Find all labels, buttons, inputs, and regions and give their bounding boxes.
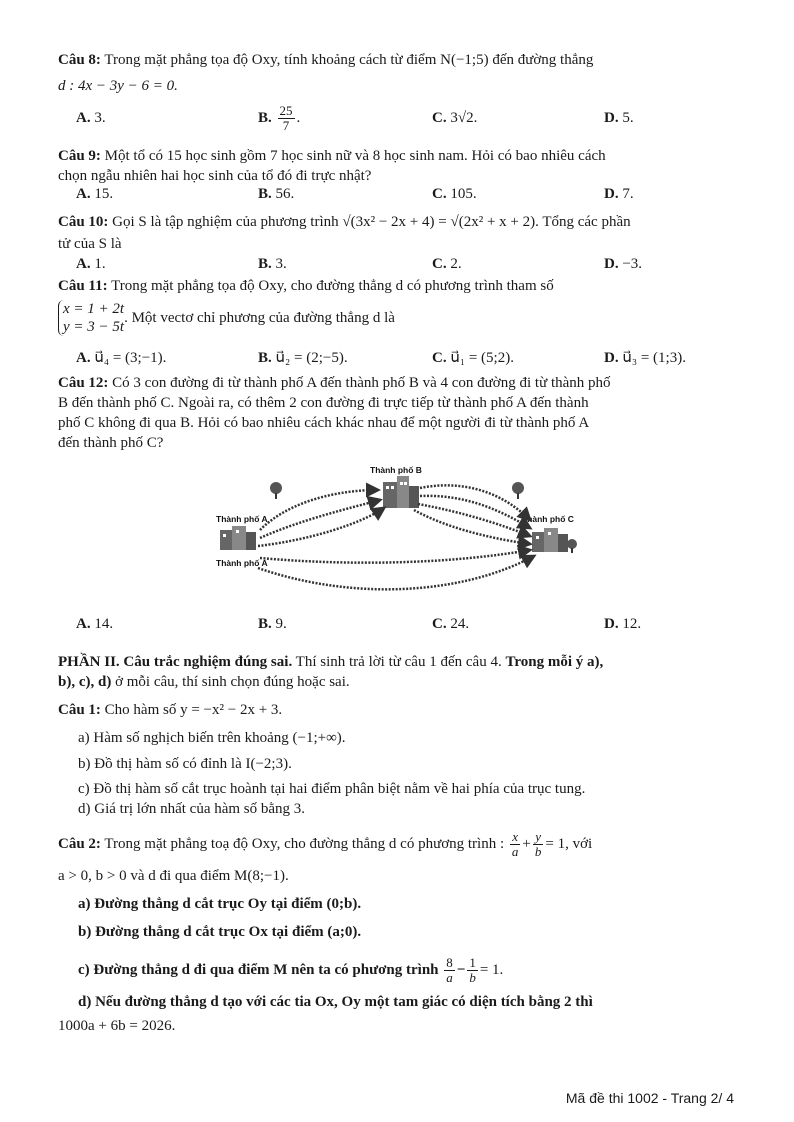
q11-opt-a-label: A. bbox=[76, 350, 91, 366]
q8-opt-b-label: B. bbox=[258, 109, 272, 126]
q8-opt-c: 3√2. bbox=[450, 110, 478, 126]
q10-opt-c-label: C. bbox=[432, 256, 447, 272]
q10-line1 bbox=[58, 212, 734, 232]
p2q2-d1: d) Nếu đường thẳng d tạo với các tia Ox, Oy một tam giác có diện tích bằng 2 thì bbox=[78, 994, 593, 1010]
q11-opt-b: u⃗₂ = (2;−5). bbox=[275, 350, 348, 366]
q9-opt-d: 7. bbox=[622, 186, 634, 202]
p2q2-frac2-den: b bbox=[534, 844, 542, 859]
q9-opt-b: 56. bbox=[275, 186, 295, 202]
q12-text1: Có 3 con đường đi từ thành phố A đến thành phố B và 4 con đường đi từ thành phố bbox=[112, 375, 611, 391]
part2-line2 bbox=[58, 672, 734, 692]
q12-text4: đến thành phố C? bbox=[58, 435, 164, 451]
p2q2-number: Câu 2: bbox=[58, 835, 101, 852]
q12-opt-d-label: D. bbox=[604, 616, 619, 632]
q8-options: A. 3. B. $\frac{25}{7}$ . C. 3√2. D. 5. bbox=[76, 103, 634, 133]
q12-opt-c-label: C. bbox=[432, 616, 447, 632]
part2-bold3: b), c), d) bbox=[58, 674, 112, 690]
q12-opt-a-label: A. bbox=[76, 616, 91, 632]
q11-number: Câu 11: bbox=[58, 278, 108, 294]
q11-opt-c-label: C. bbox=[432, 350, 447, 366]
q10-opt-a-label: A. bbox=[76, 256, 91, 272]
q12-opt-b-label: B. bbox=[258, 616, 272, 632]
p2q2-c-text: c) Đường thẳng d đi qua điểm M nên ta có phương trình bbox=[78, 961, 439, 978]
p2q1-b: b) Đồ thị hàm số có đỉnh là I(−2;3). bbox=[78, 756, 292, 772]
part2-text1: Thí sinh trả lời từ câu 1 đến câu 4. bbox=[292, 654, 506, 670]
part2-heading bbox=[58, 652, 734, 672]
q11-line2 bbox=[58, 300, 734, 336]
q12-number: Câu 12: bbox=[58, 375, 109, 391]
road-b-c-4 bbox=[414, 510, 530, 544]
q9-opt-a: 15. bbox=[94, 186, 114, 202]
q11-sys2: y = 3 − 5t bbox=[63, 319, 125, 335]
part2-title: PHẦN II. Câu trắc nghiệm đúng sai. bbox=[58, 654, 293, 670]
q12-opt-c: 24. bbox=[450, 616, 470, 632]
q8-opt-d-label: D. bbox=[604, 110, 619, 126]
p2q2-frac1-den: a bbox=[511, 844, 519, 859]
road-b-c-3 bbox=[418, 504, 530, 536]
p2q2-b: b) Đường thẳng d cắt trục Ox tại điểm (a;0). bbox=[78, 924, 362, 940]
p2q2-a: a) Đường thẳng d cắt trục Oy tại điểm (0;b). bbox=[78, 896, 362, 912]
city-a-label-bottom: Thành phố A bbox=[216, 558, 268, 568]
q9-options bbox=[76, 186, 716, 208]
q9-text2: chọn ngẫu nhiên hai học sinh của tổ đó đi trực nhật? bbox=[58, 168, 372, 184]
q10-opt-b-label: B. bbox=[258, 256, 272, 272]
tree-icon bbox=[270, 482, 282, 499]
q10-options bbox=[76, 256, 716, 278]
city-c-label: Thành phố C bbox=[522, 514, 574, 524]
p2q2-c-tail: = 1. bbox=[479, 961, 504, 978]
q9-opt-c-label: C. bbox=[432, 186, 447, 202]
p2q2-d2: 1000a + 6b = 2026. bbox=[58, 1018, 176, 1034]
road-a-c-1 bbox=[260, 550, 530, 563]
city-c-building-icon bbox=[532, 528, 568, 552]
tree-icon bbox=[567, 539, 577, 553]
city-a-building-icon bbox=[220, 526, 256, 550]
p2q1-text: Cho hàm số y = −x² − 2x + 3. bbox=[104, 702, 283, 718]
q12-opt-d: 12. bbox=[622, 616, 642, 632]
road-b-c-2 bbox=[420, 496, 530, 528]
q10-opt-d-label: D. bbox=[604, 256, 619, 272]
city-b-building-icon bbox=[383, 476, 419, 508]
q9-opt-b-label: B. bbox=[258, 186, 272, 202]
p2q2-line1: Câu 2: Trong mặt phẳng toạ độ Oxy, cho đường thẳng d có phương trình : $\frac{x}{a}$ + $\frac{y}{b}$ = 1, với bbox=[58, 829, 593, 859]
q10-opt-b: 3. bbox=[275, 256, 287, 272]
q11-opt-c: u⃗₁ = (5;2). bbox=[450, 350, 514, 366]
q8-opt-a: 3. bbox=[94, 110, 106, 126]
q11-options bbox=[76, 348, 716, 370]
tree-icon bbox=[512, 482, 524, 499]
p2q1-c: c) Đồ thị hàm số cắt trục hoành tại hai điểm phân biệt nằm về hai phía của trục tung. bbox=[78, 781, 586, 797]
q11-sys1: x = 1 + 2t bbox=[63, 301, 125, 317]
p2q2-c-frac1-den: a bbox=[446, 970, 453, 985]
road-a-b-1 bbox=[260, 490, 378, 530]
p2q2-c-frac1-num: 8 bbox=[446, 955, 453, 970]
p2q2-c-frac2-den: b bbox=[469, 970, 476, 985]
part2-text3: ở mỗi câu, thí sinh chọn đúng hoặc sai. bbox=[111, 674, 350, 690]
q12-line1 bbox=[58, 373, 734, 393]
p2q2-c-line: c) Đường thẳng d đi qua điểm M nên ta có phương trình $\frac{8}{a}$ − $\frac{1}{b}$ = 1. bbox=[78, 955, 504, 985]
q12-text2: B đến thành phố C. Ngoài ra, có thêm 2 con đường đi trực tiếp từ thành phố A đến thành bbox=[58, 395, 589, 411]
q8-text2: d : 4x − 3y − 6 = 0. bbox=[58, 78, 178, 94]
q11-opt-b-label: B. bbox=[258, 350, 272, 366]
p2q2-c-frac1 bbox=[444, 956, 455, 985]
q9-opt-c: 105. bbox=[450, 186, 477, 202]
q12-opt-b: 9. bbox=[275, 616, 287, 632]
page-footer: Mã đề thi 1002 - Trang 2/ 4 bbox=[565, 1090, 734, 1106]
q11-text2: . Một vectơ chỉ phương của đường thẳng d là bbox=[124, 310, 395, 326]
q12-text3: phố C không đi qua B. Hỏi có bao nhiêu cách khác nhau để một người đi từ thành phố A bbox=[58, 415, 590, 431]
q8-text1: Trong mặt phẳng tọa độ Oxy, tính khoảng cách từ điểm N(−1;5) đến đường thẳng bbox=[104, 52, 594, 68]
q10-text2: tử của S là bbox=[58, 236, 122, 252]
p2q2-frac2 bbox=[533, 830, 544, 859]
p2q1-a: a) Hàm số nghịch biến trên khoảng (−1;+∞). bbox=[78, 730, 346, 746]
city-b-label: Thành phố B bbox=[370, 465, 422, 475]
p2q1-line bbox=[58, 700, 734, 720]
p2q2-frac1 bbox=[510, 830, 521, 859]
q8-number: Câu 8: bbox=[58, 52, 101, 68]
q12-opt-a: 14. bbox=[94, 616, 114, 632]
p2q2-c-frac2 bbox=[467, 956, 478, 985]
q9-line1 bbox=[58, 146, 734, 166]
q11-line1 bbox=[58, 276, 734, 296]
q9-opt-d-label: D. bbox=[604, 186, 619, 202]
q9-text1: Một tổ có 15 học sinh gồm 7 học sinh nữ và 8 học sinh nam. Hỏi có bao nhiêu cách bbox=[104, 148, 606, 164]
city-routes-figure bbox=[200, 460, 600, 610]
p2q2-frac1-num: x bbox=[510, 830, 521, 845]
q10-opt-d: −3. bbox=[622, 256, 643, 272]
q8-opt-b-den: 7 bbox=[282, 118, 290, 133]
q10-number: Câu 10: bbox=[58, 214, 109, 230]
q8-line1 bbox=[58, 50, 734, 70]
q8-opt-d: 5. bbox=[622, 110, 634, 126]
q10-opt-a: 1. bbox=[94, 256, 106, 272]
q8-opt-a-label: A. bbox=[76, 110, 91, 126]
q8-opt-b-fraction bbox=[278, 104, 295, 133]
q8-opt-c-label: C. bbox=[432, 110, 447, 126]
q11-text1: Trong mặt phẳng tọa độ Oxy, cho đường thẳng d có phương trình tham số bbox=[111, 278, 554, 294]
q10-text1: Gọi S là tập nghiệm của phương trình √(3x² − 2x + 4) = √(2x² + x + 2). Tổng các phần bbox=[112, 214, 631, 230]
p2q1-d: d) Giá trị lớn nhất của hàm số bằng 3. bbox=[78, 801, 306, 817]
city-a-label-top: Thành phố A bbox=[216, 514, 268, 524]
q11-opt-d-label: D. bbox=[604, 350, 619, 366]
q11-param-system bbox=[58, 300, 124, 336]
road-a-b-3 bbox=[258, 508, 384, 546]
p2q2-text1: Trong mặt phẳng toạ độ Oxy, cho đường thẳng d có phương trình : bbox=[104, 835, 505, 852]
p2q2-frac2-num: y bbox=[533, 830, 544, 845]
p2q1-number: Câu 1: bbox=[58, 702, 101, 718]
q10-opt-c: 2. bbox=[450, 256, 462, 272]
p2q2-c-frac2-num: 1 bbox=[469, 955, 476, 970]
road-a-b-2 bbox=[260, 500, 380, 538]
p2q2-eq-tail: = 1, với bbox=[545, 835, 593, 852]
q9-number: Câu 9: bbox=[58, 148, 101, 164]
p2q2-text2: a > 0, b > 0 và d đi qua điểm M(8;−1). bbox=[58, 868, 289, 884]
q12-options bbox=[76, 616, 716, 638]
part2-bold2: Trong mỗi ý a), bbox=[505, 654, 604, 670]
q11-opt-d: u⃗₃ = (1;3). bbox=[622, 350, 686, 366]
q8-opt-b-num: 25 bbox=[279, 103, 293, 118]
q11-opt-a: u⃗₄ = (3;−1). bbox=[94, 350, 167, 366]
q9-opt-a-label: A. bbox=[76, 186, 91, 202]
